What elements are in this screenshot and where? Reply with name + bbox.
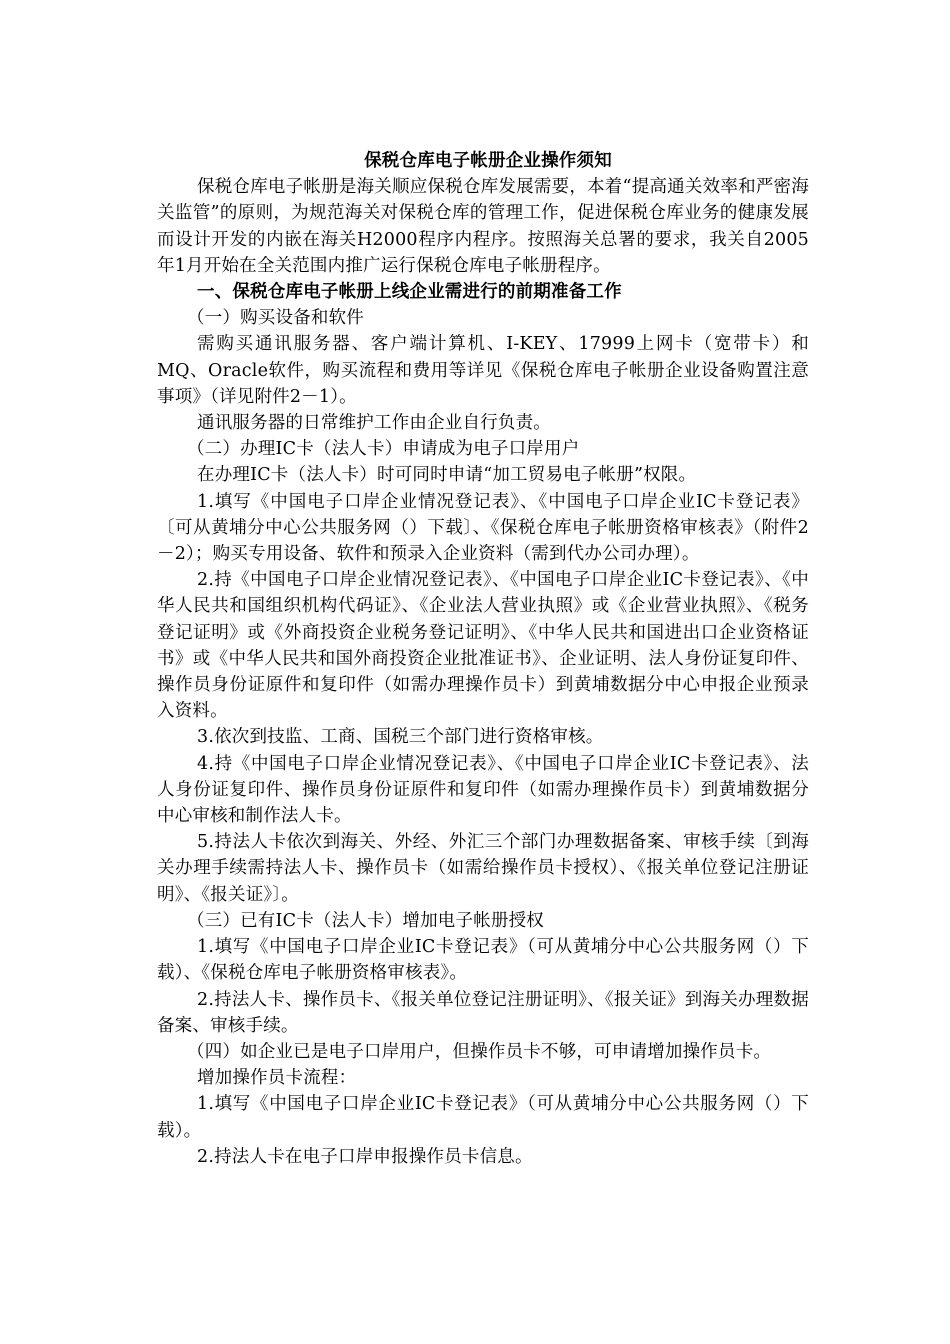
subsection-heading: （三）已有IC卡（法人卡）增加电子帐册授权 (187, 910, 545, 931)
paragraph: 增加操作员卡流程： (197, 1068, 357, 1089)
subsection-heading: （四）如企业已是电子口岸用户，但操作员卡不够，可申请增加操作员卡。 (187, 1041, 772, 1062)
subsection-heading: （二）办理IC卡（法人卡）申请成为电子口岸用户 (187, 439, 580, 460)
list-item: 2.持法人卡、操作员卡、《报关单位登记注册证明》、《报关证》到海关办理数据备案、审核手续。 (157, 989, 809, 1036)
list-item: 1.填写《中国电子口岸企业IC卡登记表》（可从黄埔分中心公共服务网（）下载）、《保税仓库电子帐册资格审核表》。 (157, 937, 809, 984)
document-title: 保税仓库电子帐册企业操作须知 (364, 151, 612, 171)
paragraph: 在办理IC卡（法人卡）时可同时申请“加工贸易电子帐册”权限。 (197, 465, 697, 486)
intro-paragraph: 保税仓库电子帐册是海关顺应保税仓库发展需要，本着“提高通关效率和严密海关监管”的原则，为规范海关对保税仓库的管理工作，促进保税仓库业务的健康发展而设计开发的内嵌在海关H2000程序内程序。按照海关总署的要求，我关自2005年1月开始在全关范围内推广运行保税仓库电子帐册程序。 (157, 177, 809, 276)
document-body (157, 148, 809, 1170)
list-item: 1.填写《中国电子口岸企业情况登记表》、《中国电子口岸企业IC卡登记表》〔可从黄埔分中心公共服务网（）下载〕、《保税仓库电子帐册资格审核表》（附件2－2）；购买专用设备、软件和预录入企业资料（需到代办公司办理）。 (157, 491, 809, 565)
section-heading: 一、保税仓库电子帐册上线企业需进行的前期准备工作 (197, 282, 622, 303)
paragraph: 需购买通讯服务器、客户端计算机、I-KEY、17999上网卡（宽带卡）和MQ、Oracle软件，购买流程和费用等详见《保税仓库电子帐册企业设备购置注意事项》（详见附件2－1）。 (157, 334, 809, 407)
list-item: 3.依次到技监、工商、国税三个部门进行资格审核。 (197, 727, 604, 748)
list-item: 1.填写《中国电子口岸企业IC卡登记表》（可从黄埔分中心公共服务网（）下载）。 (157, 1094, 809, 1141)
list-item: 2.持《中国电子口岸企业情况登记表》、《中国电子口岸企业IC卡登记表》、《中华人民共和国组织机构代码证》、《企业法人营业执照》或《企业营业执照》、《税务登记证明》或《外商投资企业税务登记证明》、《中华人民共和国进出口企业资格证书》或《中华人民共和国外商投资企业批准证书》、企业证明、法人身份证复印件、操作员身份证原件和复印件（如需办理操作员卡）到黄埔数据分中心申报企业预录入资料。 (157, 570, 809, 722)
list-item: 5.持法人卡依次到海关、外经、外汇三个部门办理数据备案、审核手续〔到海关办理手续需持法人卡、操作员卡（如需给操作员卡授权）、《报关单位登记注册证明》、《报关证》〕。 (157, 832, 809, 905)
paragraph: 通讯服务器的日常维护工作由企业自行负责。 (197, 413, 551, 434)
list-item: 4.持《中国电子口岸企业情况登记表》、《中国电子口岸企业IC卡登记表》、法人身份证复印件、操作员身份证原件和复印件（如需办理操作员卡）到黄埔数据分中心审核和制作法人卡。 (157, 753, 809, 827)
subsection-heading: （一）购买设备和软件 (187, 308, 364, 329)
list-item: 2.持法人卡在电子口岸申报操作员卡信息。 (197, 1146, 533, 1167)
